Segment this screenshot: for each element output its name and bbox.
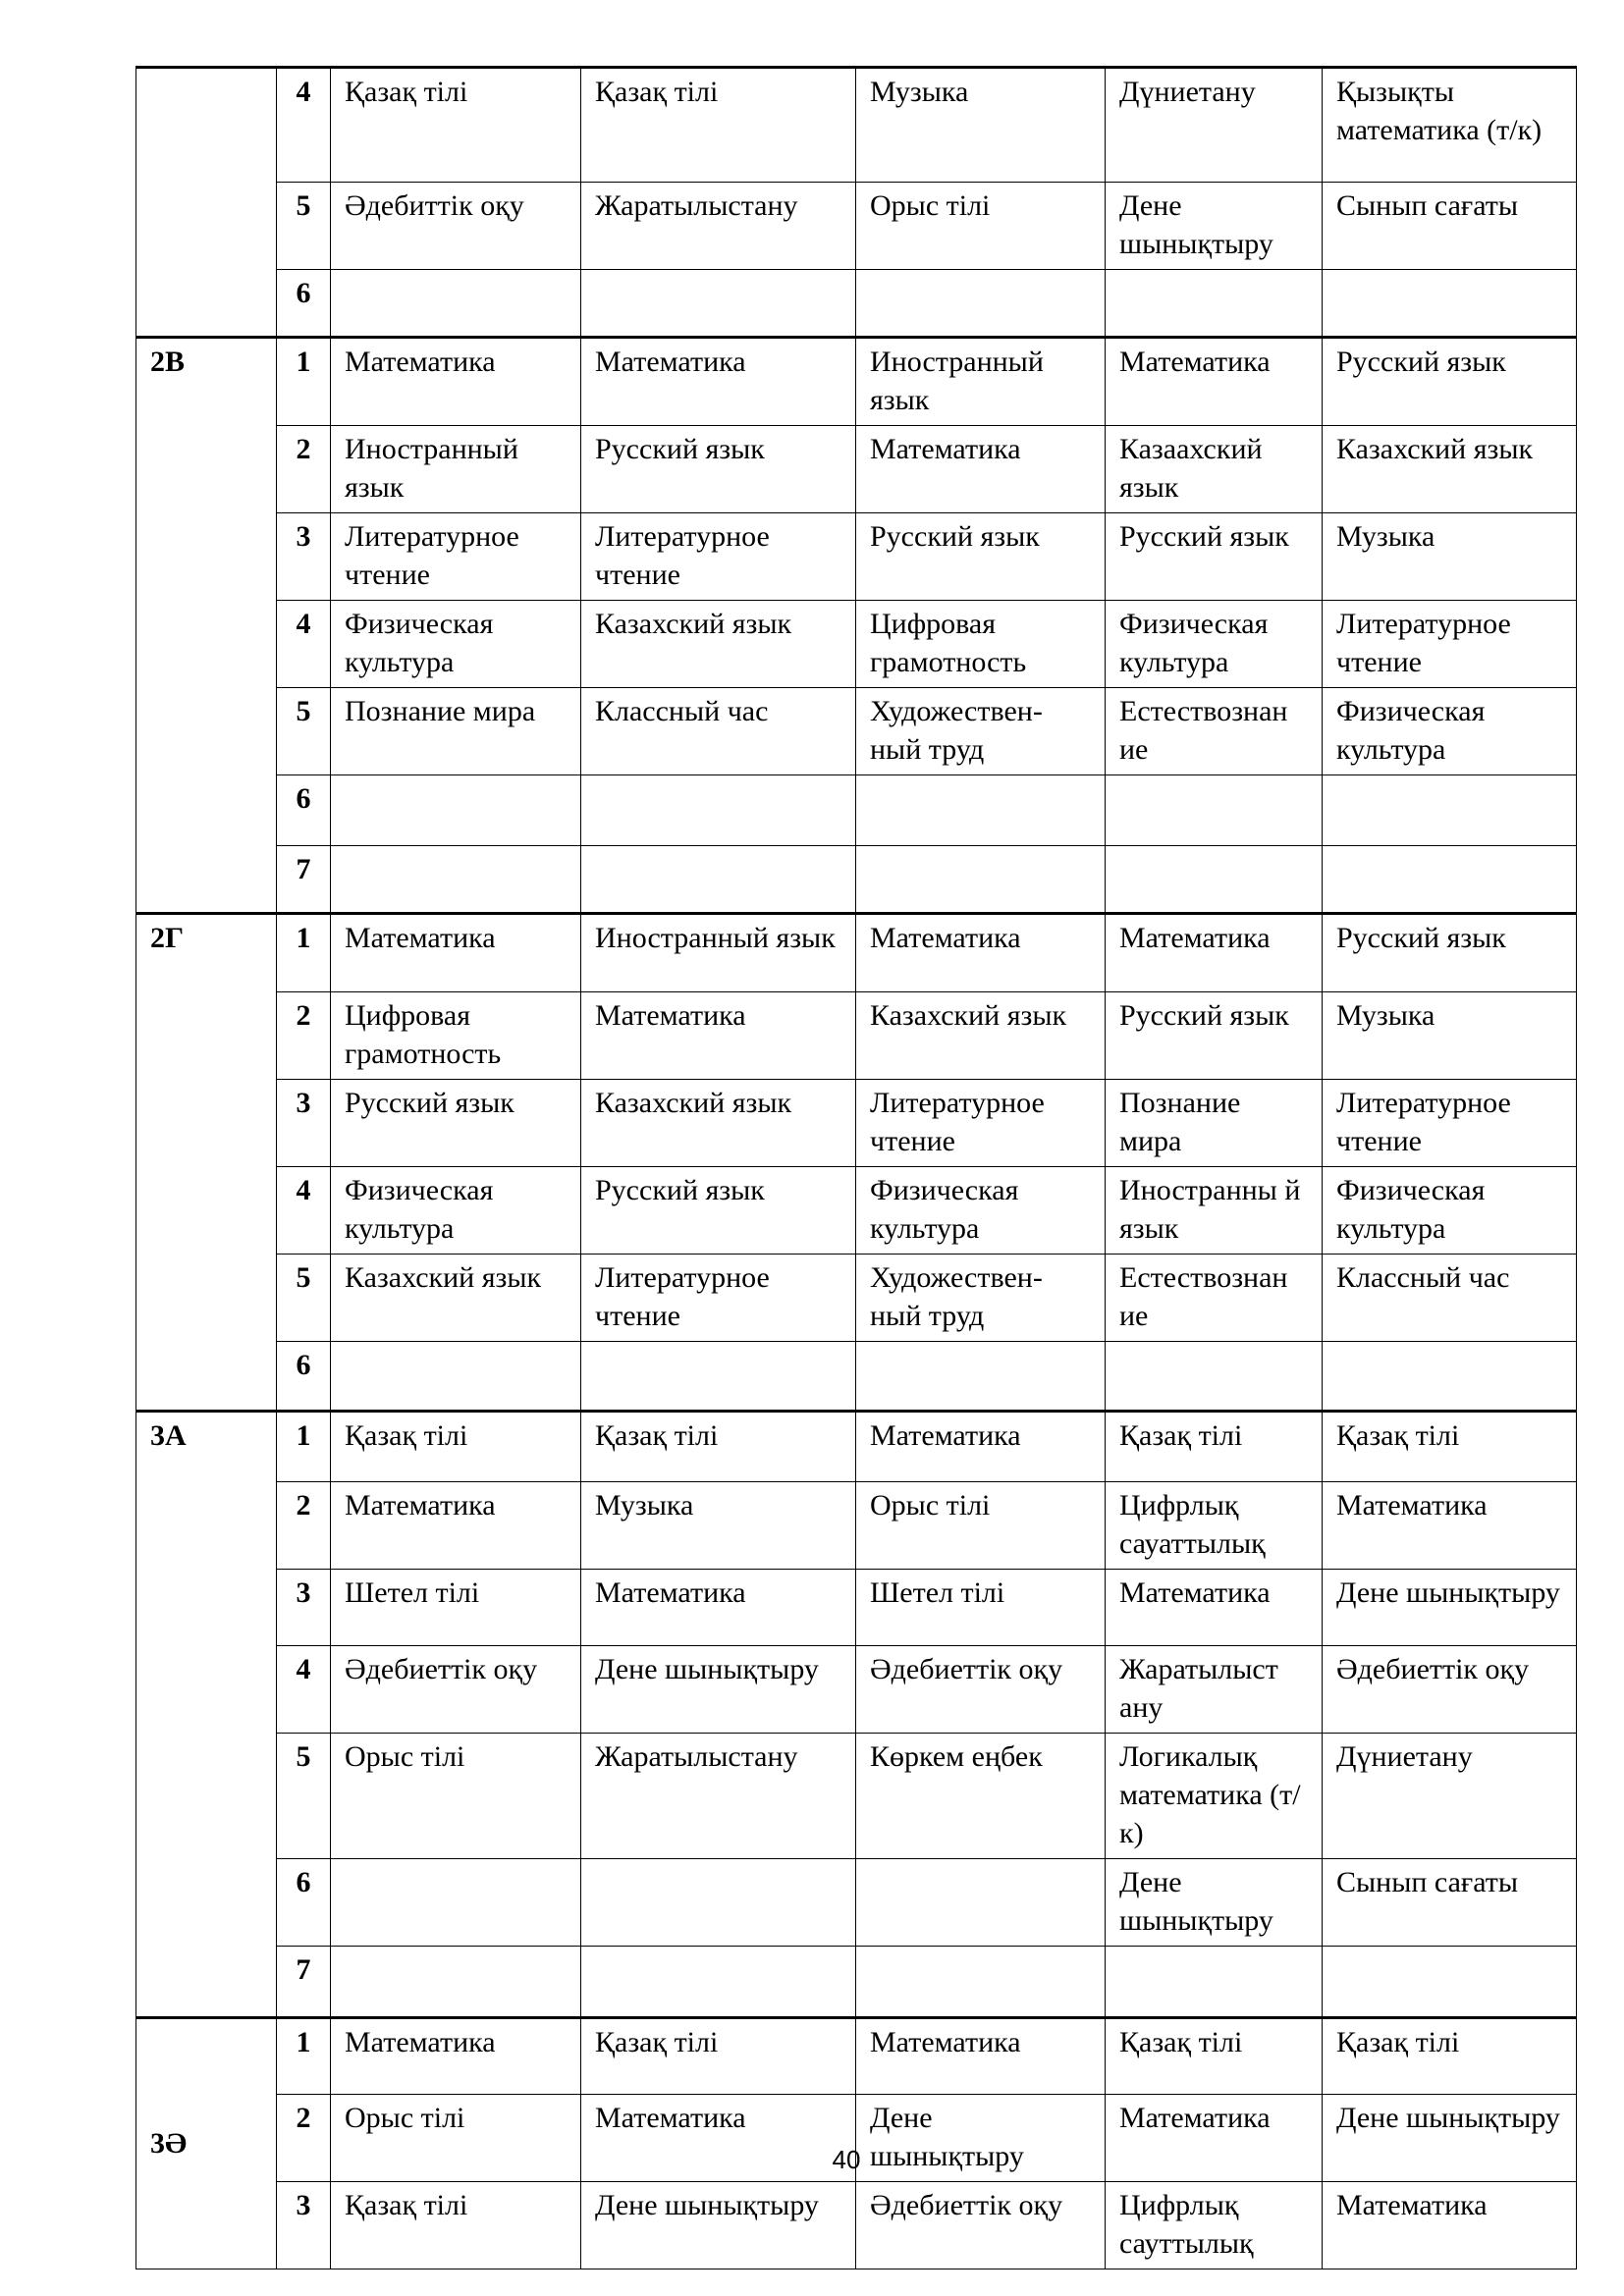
subject-cell: Қазақ тілі <box>581 1412 856 1482</box>
subject-cell: Математика <box>331 1482 581 1570</box>
schedule-row <box>136 270 1577 338</box>
subject-cell <box>581 270 856 338</box>
lesson-number: 1 <box>277 338 331 426</box>
subject-cell: Физическая культура <box>1323 1167 1577 1255</box>
subject-cell: Қызықты математика (т/к) <box>1323 68 1577 183</box>
class-name: 2Г <box>136 914 277 1412</box>
subject-cell: Қазақ тілі <box>331 1412 581 1482</box>
subject-cell: Литературное чтение <box>331 513 581 601</box>
subject-cell: Физическая культура <box>1323 688 1577 775</box>
subject-cell: Математика <box>331 338 581 426</box>
subject-cell: Логикалық математика (т/к) <box>1106 1734 1323 1859</box>
subject-cell: Литературное чтение <box>1323 1080 1577 1167</box>
subject-cell: Математика <box>1106 338 1323 426</box>
subject-cell: Әдебиеттік оқу <box>1323 1646 1577 1734</box>
schedule-row <box>136 688 1577 775</box>
schedule-row <box>136 775 1577 846</box>
subject-cell: Орыс тілі <box>331 2095 581 2182</box>
subject-cell <box>1106 1342 1323 1412</box>
subject-cell <box>581 1859 856 1947</box>
schedule-row <box>136 1734 1577 1859</box>
schedule-row <box>136 1167 1577 1255</box>
subject-cell: Русский язык <box>1106 513 1323 601</box>
subject-cell: Математика <box>856 1412 1106 1482</box>
subject-cell: Көркем еңбек <box>856 1734 1106 1859</box>
subject-cell: Жаратылыст ану <box>1106 1646 1323 1734</box>
subject-cell: Математика <box>331 914 581 992</box>
subject-cell: Қазақ тілі <box>1106 2018 1323 2095</box>
subject-cell: Математика <box>581 992 856 1080</box>
lesson-number: 4 <box>277 68 331 183</box>
subject-cell <box>1106 1947 1323 2018</box>
subject-cell: Естествознан ие <box>1106 1255 1323 1342</box>
lesson-number: 4 <box>277 1167 331 1255</box>
subject-cell <box>856 846 1106 914</box>
schedule-row <box>136 2182 1577 2269</box>
subject-cell: Русский язык <box>1106 992 1323 1080</box>
subject-cell: Музыка <box>1323 513 1577 601</box>
subject-cell: Иностранный язык <box>581 914 856 992</box>
subject-cell: Классный час <box>581 688 856 775</box>
subject-cell: Орыс тілі <box>856 183 1106 270</box>
subject-cell: Цифрлық сауттылық <box>1106 2182 1323 2269</box>
class-name: 3А <box>136 1412 277 2018</box>
subject-cell: Казахский язык <box>331 1255 581 1342</box>
lesson-number: 6 <box>277 270 331 338</box>
schedule-row <box>136 513 1577 601</box>
subject-cell <box>581 1947 856 2018</box>
schedule-row <box>136 992 1577 1080</box>
subject-cell <box>856 270 1106 338</box>
subject-cell: Қазақ тілі <box>331 68 581 183</box>
schedule-row <box>136 338 1577 426</box>
subject-cell: Русский язык <box>1323 914 1577 992</box>
subject-cell: Қазақ тілі <box>581 2018 856 2095</box>
subject-cell: Математика <box>856 426 1106 513</box>
subject-cell <box>581 775 856 846</box>
subject-cell: Дене шынықтыру <box>1106 1859 1323 1947</box>
subject-cell: Қазақ тілі <box>581 68 856 183</box>
schedule-table <box>135 66 1577 2269</box>
subject-cell <box>331 1342 581 1412</box>
subject-cell: Дүниетану <box>1106 68 1323 183</box>
subject-cell: Казахский язык <box>581 601 856 688</box>
lesson-number: 2 <box>277 992 331 1080</box>
subject-cell: Жаратылыстану <box>581 183 856 270</box>
subject-cell: Цифровая грамотность <box>856 601 1106 688</box>
subject-cell: Физическая культура <box>331 601 581 688</box>
lesson-number: 2 <box>277 2095 331 2182</box>
subject-cell <box>331 270 581 338</box>
lesson-number: 7 <box>277 1947 331 2018</box>
subject-cell: Математика <box>331 2018 581 2095</box>
schedule-row <box>136 846 1577 914</box>
schedule-row <box>136 601 1577 688</box>
subject-cell <box>331 775 581 846</box>
subject-cell <box>856 1342 1106 1412</box>
subject-cell: Художествен-ный труд <box>856 1255 1106 1342</box>
schedule-row <box>136 1859 1577 1947</box>
lesson-number: 2 <box>277 426 331 513</box>
subject-cell <box>1106 846 1323 914</box>
subject-cell: Математика <box>1323 1482 1577 1570</box>
subject-cell: Дене шынықтыру <box>856 2095 1106 2182</box>
lesson-number: 4 <box>277 601 331 688</box>
subject-cell: Қазақ тілі <box>331 2182 581 2269</box>
subject-cell: Познание мира <box>1106 1080 1323 1167</box>
subject-cell: Казахский язык <box>856 992 1106 1080</box>
subject-cell: Русский язык <box>331 1080 581 1167</box>
schedule-row <box>136 914 1577 992</box>
schedule-row <box>136 183 1577 270</box>
subject-cell: Математика <box>1323 2182 1577 2269</box>
subject-cell: Математика <box>581 1570 856 1646</box>
schedule-row <box>136 68 1577 183</box>
subject-cell: Шетел тілі <box>856 1570 1106 1646</box>
subject-cell: Русский язык <box>1323 338 1577 426</box>
subject-cell <box>856 1947 1106 2018</box>
lesson-number: 6 <box>277 775 331 846</box>
subject-cell: Русский язык <box>581 1167 856 1255</box>
class-name <box>136 68 277 338</box>
subject-cell: Орыс тілі <box>331 1734 581 1859</box>
subject-cell <box>1323 846 1577 914</box>
subject-cell: Русский язык <box>581 426 856 513</box>
schedule-row <box>136 1570 1577 1646</box>
subject-cell <box>581 846 856 914</box>
subject-cell: Сынып сағаты <box>1323 183 1577 270</box>
subject-cell: Қазақ тілі <box>1106 1412 1323 1482</box>
lesson-number: 1 <box>277 914 331 992</box>
subject-cell: Цифровая грамотность <box>331 992 581 1080</box>
subject-cell <box>331 846 581 914</box>
subject-cell: Қазақ тілі <box>1323 2018 1577 2095</box>
subject-cell: Иностранны й язык <box>1106 1167 1323 1255</box>
subject-cell: Казахский язык <box>581 1080 856 1167</box>
lesson-number: 5 <box>277 688 331 775</box>
subject-cell: Казаахский язык <box>1106 426 1323 513</box>
subject-cell: Физическая культура <box>331 1167 581 1255</box>
subject-cell: Литературное чтение <box>581 513 856 601</box>
lesson-number: 5 <box>277 1734 331 1859</box>
subject-cell: Әдебиеттік оқу <box>331 1646 581 1734</box>
subject-cell <box>1323 775 1577 846</box>
subject-cell: Дене шынықтыру <box>1323 2095 1577 2182</box>
subject-cell: Иностранный язык <box>856 338 1106 426</box>
schedule-row <box>136 1947 1577 2018</box>
schedule-row <box>136 2018 1577 2095</box>
subject-cell <box>581 1342 856 1412</box>
subject-cell: Русский язык <box>856 513 1106 601</box>
subject-cell: Иностранный язык <box>331 426 581 513</box>
subject-cell: Математика <box>581 2095 856 2182</box>
subject-cell: Литературное чтение <box>1323 601 1577 688</box>
subject-cell: Дүниетану <box>1323 1734 1577 1859</box>
subject-cell: Познание мира <box>331 688 581 775</box>
subject-cell <box>1323 1342 1577 1412</box>
subject-cell <box>856 1859 1106 1947</box>
subject-cell <box>331 1859 581 1947</box>
subject-cell: Дене шынықтыру <box>581 2182 856 2269</box>
subject-cell: Әдебиеттік оқу <box>856 2182 1106 2269</box>
class-name: 3Ә <box>136 2018 277 2269</box>
schedule-row <box>136 1482 1577 1570</box>
schedule-row <box>136 1412 1577 1482</box>
subject-cell <box>856 775 1106 846</box>
schedule-row <box>136 1255 1577 1342</box>
subject-cell: Дене шынықтыру <box>1323 1570 1577 1646</box>
subject-cell: Математика <box>856 2018 1106 2095</box>
subject-cell <box>331 1947 581 2018</box>
page-number: 40 <box>832 2145 861 2174</box>
schedule-row <box>136 426 1577 513</box>
schedule-row <box>136 1646 1577 1734</box>
subject-cell: Физическая культура <box>1106 601 1323 688</box>
subject-cell <box>1106 775 1323 846</box>
subject-cell: Сынып сағаты <box>1323 1859 1577 1947</box>
lesson-number: 5 <box>277 183 331 270</box>
subject-cell: Математика <box>856 914 1106 992</box>
subject-cell: Әдебиеттік оқу <box>856 1646 1106 1734</box>
lesson-number: 3 <box>277 1570 331 1646</box>
subject-cell: Художествен-ный труд <box>856 688 1106 775</box>
schedule-row <box>136 1342 1577 1412</box>
lesson-number: 1 <box>277 1412 331 1482</box>
subject-cell: Музыка <box>1323 992 1577 1080</box>
subject-cell: Литературное чтение <box>581 1255 856 1342</box>
lesson-number: 1 <box>277 2018 331 2095</box>
subject-cell: Музыка <box>581 1482 856 1570</box>
subject-cell: Математика <box>1106 2095 1323 2182</box>
subject-cell: Классный час <box>1323 1255 1577 1342</box>
subject-cell <box>1323 1947 1577 2018</box>
subject-cell: Естествознан ие <box>1106 688 1323 775</box>
subject-cell: Музыка <box>856 68 1106 183</box>
subject-cell: Дене шынықтыру <box>1106 183 1323 270</box>
lesson-number: 2 <box>277 1482 331 1570</box>
subject-cell: Шетел тілі <box>331 1570 581 1646</box>
subject-cell: Әдебиттік оқу <box>331 183 581 270</box>
lesson-number: 3 <box>277 2182 331 2269</box>
lesson-number: 4 <box>277 1646 331 1734</box>
subject-cell: Қазақ тілі <box>1323 1412 1577 1482</box>
lesson-number: 6 <box>277 1859 331 1947</box>
subject-cell: Цифрлық сауаттылық <box>1106 1482 1323 1570</box>
lesson-number: 5 <box>277 1255 331 1342</box>
subject-cell: Жаратылыстану <box>581 1734 856 1859</box>
subject-cell <box>1106 270 1323 338</box>
subject-cell <box>1323 270 1577 338</box>
subject-cell: Математика <box>1106 1570 1323 1646</box>
class-name: 2В <box>136 338 277 914</box>
subject-cell: Литературное чтение <box>856 1080 1106 1167</box>
subject-cell: Казахский язык <box>1323 426 1577 513</box>
lesson-number: 7 <box>277 846 331 914</box>
subject-cell: Физическая культура <box>856 1167 1106 1255</box>
subject-cell: Математика <box>1106 914 1323 992</box>
lesson-number: 6 <box>277 1342 331 1412</box>
subject-cell: Орыс тілі <box>856 1482 1106 1570</box>
lesson-number: 3 <box>277 513 331 601</box>
subject-cell: Математика <box>581 338 856 426</box>
lesson-number: 3 <box>277 1080 331 1167</box>
subject-cell: Дене шынықтыру <box>581 1646 856 1734</box>
schedule-row <box>136 1080 1577 1167</box>
